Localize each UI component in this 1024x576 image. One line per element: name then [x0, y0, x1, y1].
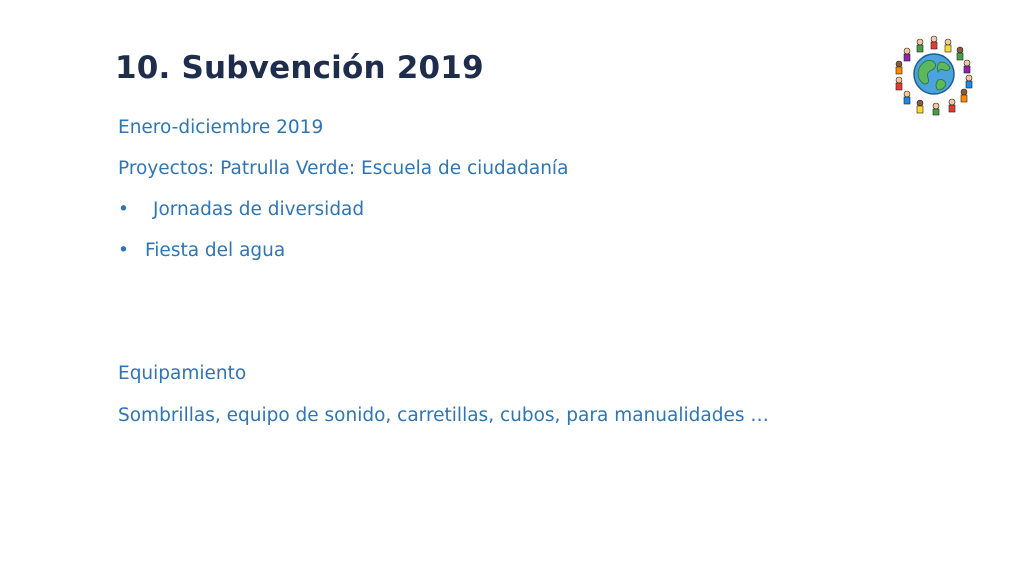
globe-children-logo-svg	[888, 30, 980, 116]
bullet-text: Fiesta del agua	[145, 240, 286, 261]
bullet-text: Jornadas de diversidad	[153, 199, 365, 220]
bullet-marker: •	[118, 240, 129, 261]
equipment-list: Sombrillas, equipo de sonido, carretillas, cubos, para manualidades …	[118, 405, 769, 426]
projects-text: Proyectos: Patrulla Verde: Escuela de ciudadanía	[118, 158, 569, 179]
globe-children-logo-icon	[888, 30, 980, 116]
period-text: Enero-diciembre 2019	[118, 117, 324, 138]
equipment-heading: Equipamiento	[118, 363, 247, 384]
bullet-marker: •	[118, 199, 129, 220]
list-item	[118, 198, 418, 222]
slide-title: 10. Subvención 2019	[115, 50, 484, 86]
list-item	[118, 239, 418, 263]
